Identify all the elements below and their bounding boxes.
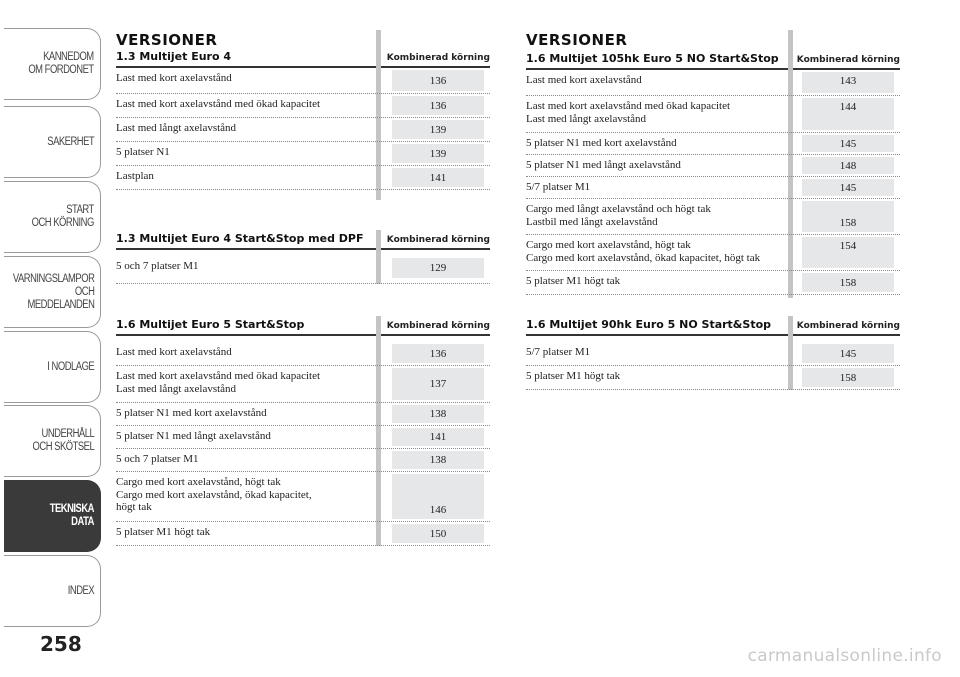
table-row: Last med kort axelavstånd 136 <box>116 68 490 94</box>
table-row: 5 platser N1 med kort axelavstånd 138 <box>116 403 490 426</box>
table-header <box>526 50 900 70</box>
column-header: Kombinerad körning <box>386 235 490 245</box>
watermark: carmanualsonline.info <box>747 646 942 666</box>
column-header: Kombinerad körning <box>796 55 900 65</box>
table-13-multijet-euro4-startstop-dpf <box>116 230 490 284</box>
table-row: 5 platser N1 med kort axelavstånd 145 <box>526 133 900 155</box>
table-16-multijet-105hk-euro5 <box>526 50 900 295</box>
tab-index[interactable]: INDEX <box>4 555 101 627</box>
table-title: 1.3 Multijet Euro 4 Start&Stop med DPF <box>116 232 364 245</box>
chapter-sidebar <box>0 0 104 677</box>
page-number: 258 <box>40 632 82 656</box>
table-row: Lastplan 141 <box>116 166 490 190</box>
table-row: 5 och 7 platser M1 138 <box>116 449 490 472</box>
table-row: Last med kort axelavstånd med ökad kapacitet Last med långt axelavstånd 137 <box>116 366 490 403</box>
tab-sakerhet[interactable]: SÄKERHET <box>4 106 101 178</box>
table-row: Cargo med kort axelavstånd, högt tak Cargo med kort axelavstånd, ökad kapacitet, högt tak 146 <box>116 472 490 522</box>
tab-tekniska-data[interactable]: TEKNISKA DATA <box>4 480 101 552</box>
table-row: 5 platser N1 med långt axelavstånd 141 <box>116 426 490 449</box>
right-heading: VERSIONER <box>526 31 628 49</box>
column-header: Kombinerad körning <box>386 321 490 331</box>
table-header <box>116 230 490 250</box>
tab-kannedom-om-fordonet[interactable]: KÄNNEDOM OM FORDONET <box>4 28 101 100</box>
table-title: 1.6 Multijet Euro 5 Start&Stop <box>116 318 305 331</box>
table-title: 1.6 Multijet 90hk Euro 5 NO Start&Stop <box>526 318 772 331</box>
table-row: 5 platser M1 högt tak 150 <box>116 522 490 546</box>
table-row: Last med kort axelavstånd med ökad kapacitet Last med långt axelavstånd 144 <box>526 96 900 133</box>
table-row: 5 platser N1 139 <box>116 142 490 166</box>
table-row: Cargo med långt axelavstånd och högt tak Lastbil med långt axelavstånd 158 <box>526 199 900 235</box>
table-16-multijet-90hk-euro5 <box>526 316 900 390</box>
left-heading: VERSIONER <box>116 31 218 49</box>
column-header: Kombinerad körning <box>386 53 490 63</box>
table-row: Last med kort axelavstånd med ökad kapacitet 136 <box>116 94 490 118</box>
table-title: 1.3 Multijet Euro 4 <box>116 50 232 63</box>
table-row: Last med kort axelavstånd 136 <box>116 336 490 366</box>
table-header <box>116 48 490 68</box>
tab-i-nodlage[interactable]: I NÖDLÄGE <box>4 331 101 403</box>
table-16-multijet-euro5-startstop <box>116 316 490 546</box>
table-row: 5 platser N1 med långt axelavstånd 148 <box>526 155 900 177</box>
table-row: Last med långt axelavstånd 139 <box>116 118 490 142</box>
table-header <box>116 316 490 336</box>
table-header <box>526 316 900 336</box>
table-row: 5 platser M1 högt tak 158 <box>526 366 900 390</box>
table-row: 5/7 platser M1 145 <box>526 177 900 199</box>
table-row: Cargo med kort axelavstånd, högt tak Cargo med kort axelavstånd, ökad kapacitet, högt tak 154 <box>526 235 900 271</box>
table-row: Last med kort axelavstånd 143 <box>526 70 900 96</box>
table-row: 5 och 7 platser M1 129 <box>116 250 490 284</box>
table-row: 5/7 platser M1 145 <box>526 336 900 366</box>
table-13-multijet-euro4 <box>116 48 490 190</box>
table-row: 5 platser M1 högt tak 158 <box>526 271 900 295</box>
column-header: Kombinerad körning <box>796 321 900 331</box>
tab-underhall-och-skotsel[interactable]: UNDERHÅLL OCH SKÖTSEL <box>4 405 101 477</box>
table-title: 1.6 Multijet 105hk Euro 5 NO Start&Stop <box>526 52 779 65</box>
tab-start-och-korning[interactable]: START OCH KÖRNING <box>4 181 101 253</box>
tab-varningslampor[interactable]: VARNINGSLAMPOR OCH MEDDELANDEN <box>4 256 101 328</box>
